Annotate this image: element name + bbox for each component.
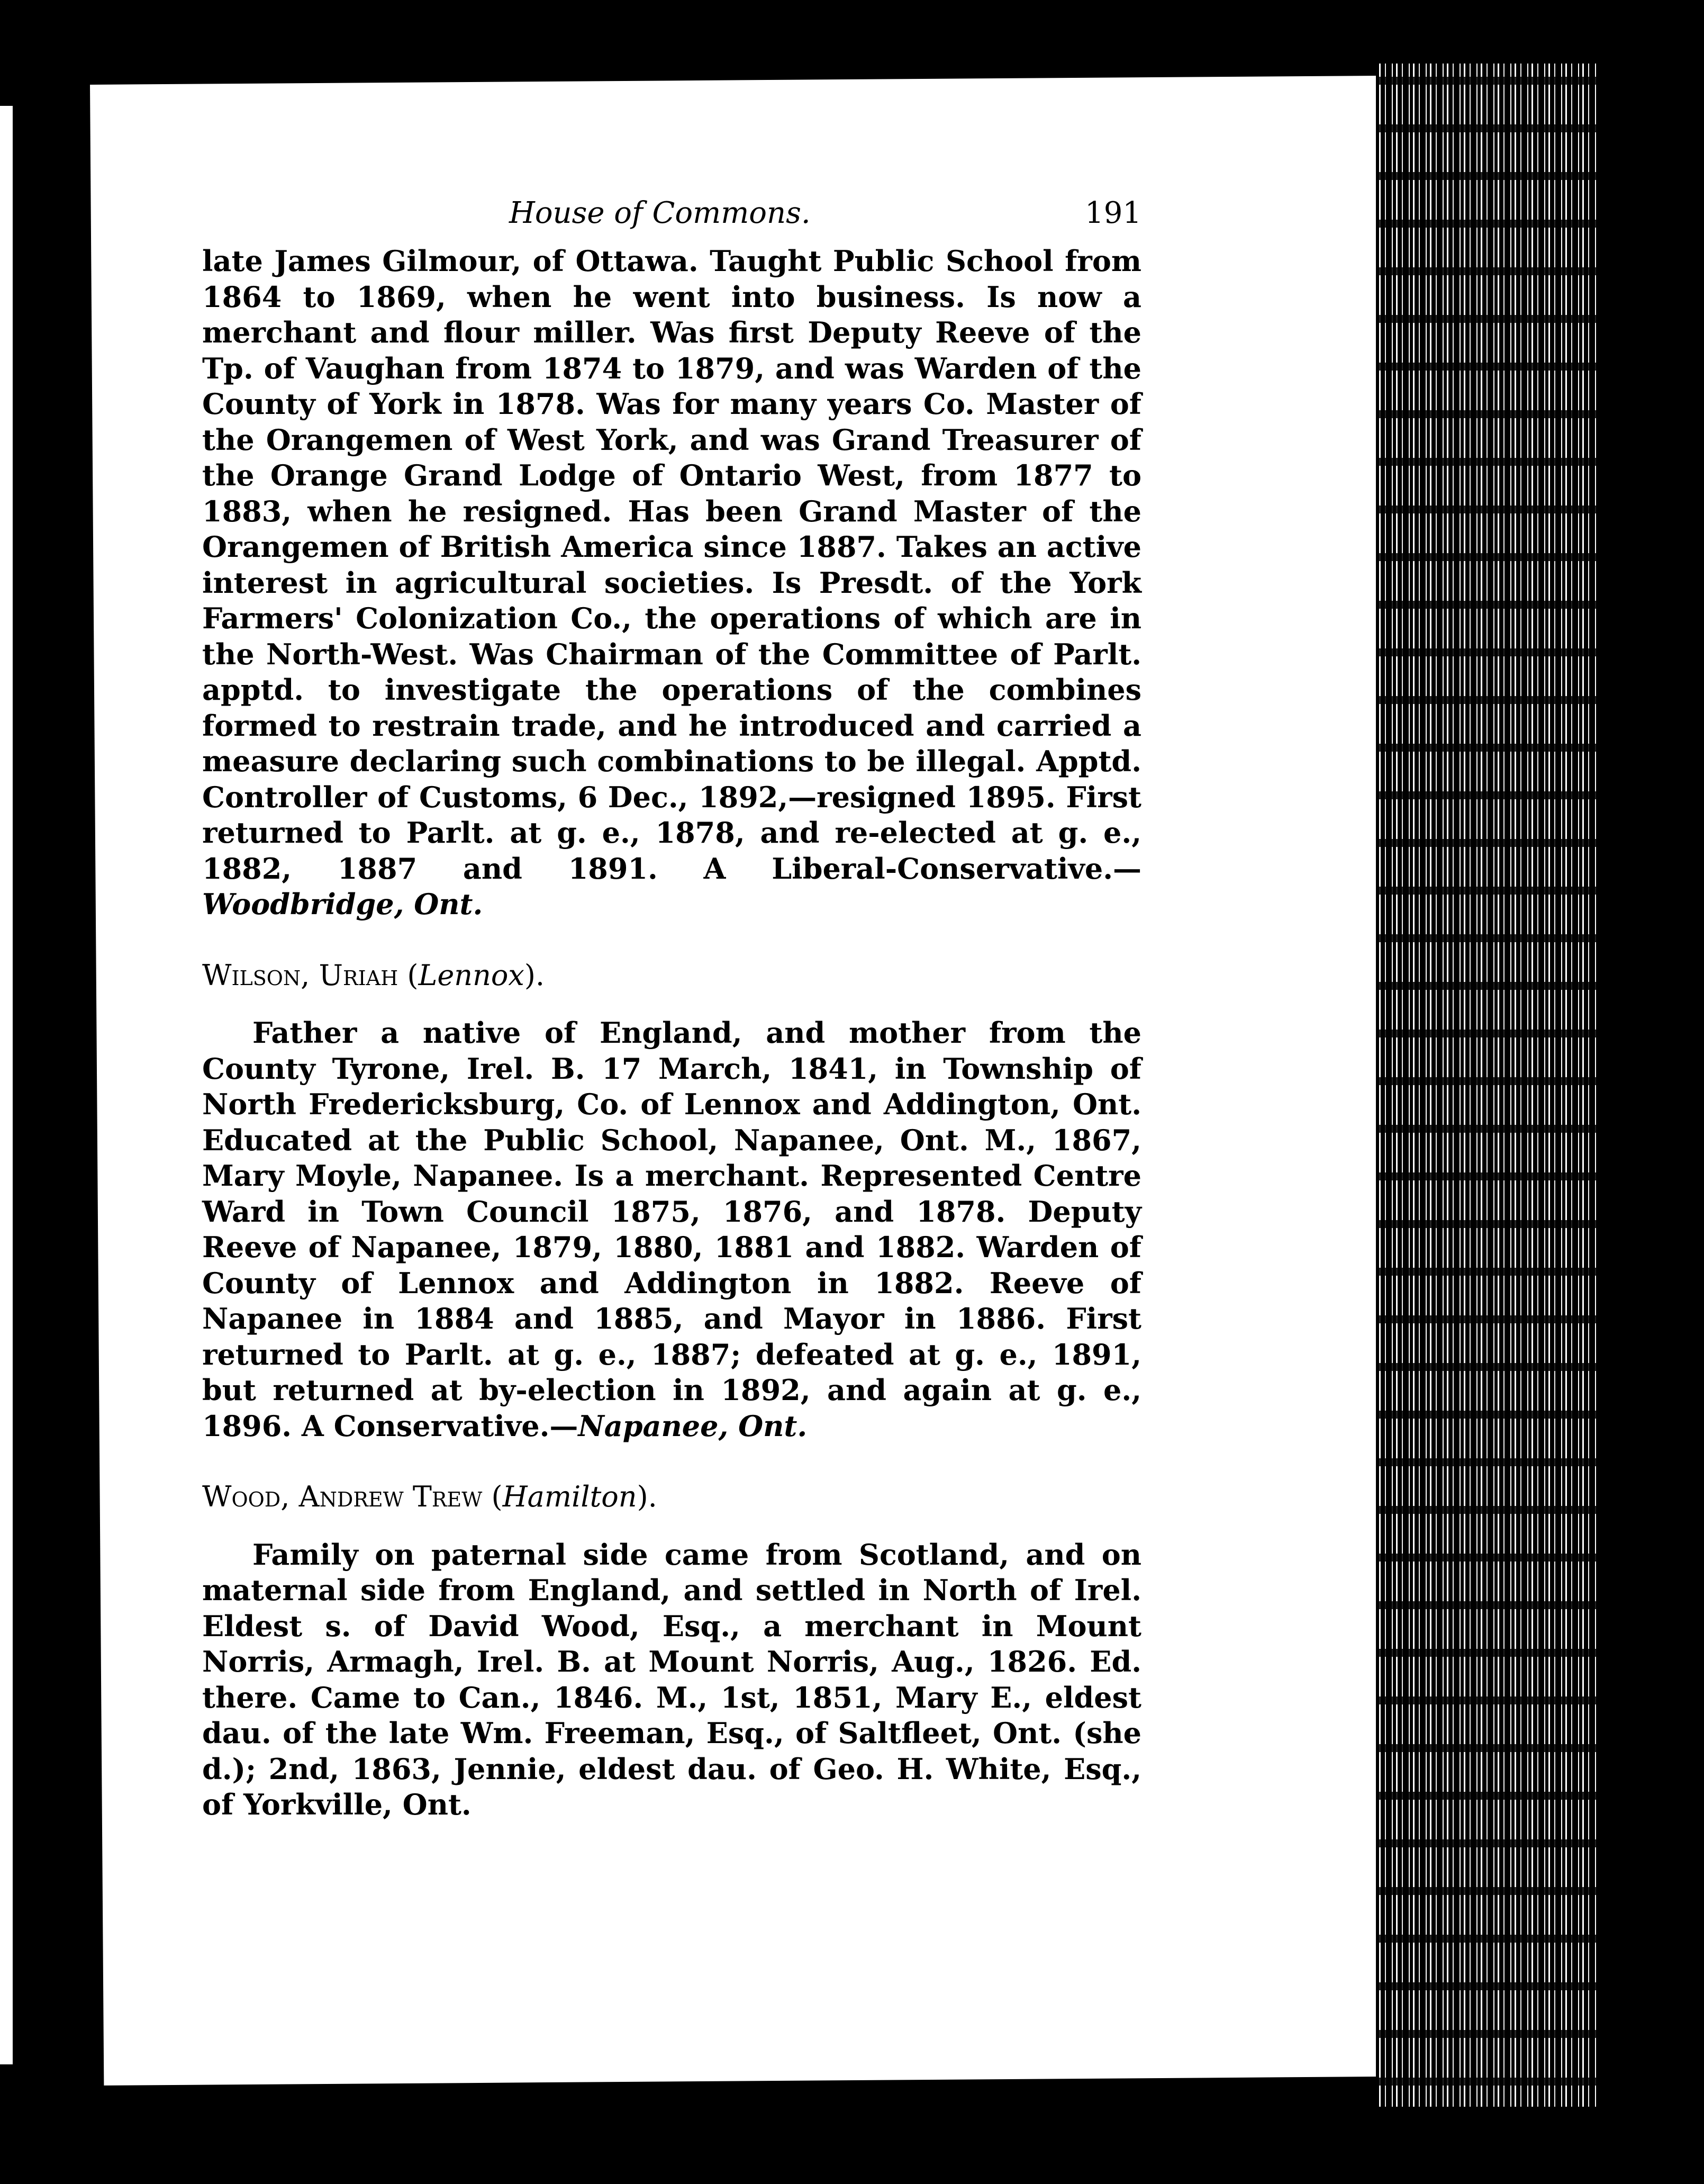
entry-paragraph-wilson xyxy=(202,1015,1141,1444)
page-block-shadow xyxy=(1376,64,1598,2107)
entry-riding: Lennox xyxy=(418,958,524,992)
entry-text: Family on paternal side came from Scotland, and on maternal side from England, and settled in North of Irel. Eldest s. of David Wood, Esq., a merchant in Mount Norris, Armagh, Irel. B. at Mount Norris, Aug., 1826. Ed. there. Came to Can., 1846. M., 1st, 1851, Mary E., eldest dau. of the late Wm. Freeman, Esq., of Saltfleet, Ont. (she d.); 2nd, 1863, Jennie, eldest dau. of Geo. H. White, Esq., of Yorkville, Ont. xyxy=(202,1537,1141,1821)
entry-paragraph-wood xyxy=(202,1537,1141,1823)
entry-name: Wood, Andrew Trew xyxy=(202,1480,483,1513)
entry-riding: Hamilton xyxy=(502,1480,637,1513)
entry-name: Wilson, Uriah xyxy=(202,958,398,992)
entry-text: Father a native of England, and mother from the County Tyrone, Irel. B. 17 March, 1841, in Township of North Fredericksburg, Co. of Lennox and Addington, Ont. Educated at the Public School, Napanee, Ont. M., 1867, Mary Moyle, Napanee. Is a merchant. Represented Centre Ward in Town Council 1875, 1876, and 1878. Deputy Reeve of Napanee, 1879, 1880, 1881 and 1882. Warden of County of Lennox and Addington in 1882. Reeve of Napanee in 1884 and 1885, and Mayor in 1886. First returned to Parlt. at g. e., 1887; defeated at g. e., 1891, but returned at by-election in 1892, and again at g. e., 1896. A Conservative.— xyxy=(202,1016,1141,1443)
running-title: House of Commons. xyxy=(509,196,811,230)
entry-heading-wilson: Wilson, Uriah (Lennox). xyxy=(202,958,545,992)
running-head xyxy=(202,196,1141,243)
page-text xyxy=(202,196,1141,1823)
entry-residence: Napanee, Ont. xyxy=(578,1409,808,1443)
entry-heading-wood: Wood, Andrew Trew (Hamilton). xyxy=(202,1480,657,1513)
facing-page-edge xyxy=(0,106,13,2064)
page-number: 191 xyxy=(1085,196,1141,230)
continued-entry-text: late James Gilmour, of Ottawa. Taught Public School from 1864 to 1869, when he went into business. Is now a merchant and flour miller. Was first Deputy Reeve of the Tp. of Vaughan from 1874 to 1879, and was Warden of the County of York in 1878. Was for many years Co. Master of the Orangemen of West York, and was Grand Treasurer of the Orange Grand Lodge of Ontario West, from 1877 to 1883, when he resigned. Has been Grand Master of the Orangemen of British America since 1887. Takes an active interest in agricultural societies. Is Presdt. of the York Farmers' Colonization Co., the operations of which are in the North-West. Was Chairman of the Committee of Parlt. apptd. to investigate the operations of the combines formed to restrain trade, and he introduced and carried a measure declaring such combinations to be illegal. Apptd. Controller of Customs, 6 Dec., 1892,—resigned 1895. First returned to Parlt. at g. e., 1878, and re-elected at g. e., 1882, 1887 and 1891. A Liberal-Conservative.— xyxy=(202,244,1141,886)
continued-entry-paragraph xyxy=(202,243,1141,923)
continued-entry-residence: Woodbridge, Ont. xyxy=(202,887,483,921)
